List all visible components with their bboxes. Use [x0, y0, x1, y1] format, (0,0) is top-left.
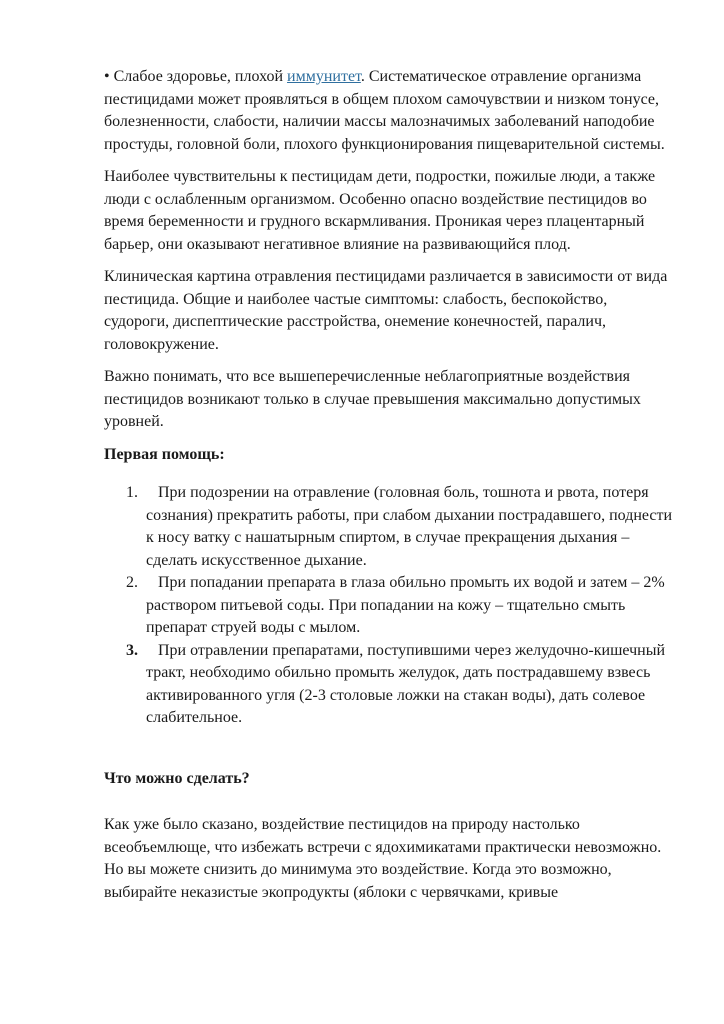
first-aid-item-2 [104, 572, 676, 640]
spacer [104, 740, 676, 768]
paragraph-weak-health-lead: • Слабое здоровье, плохой [104, 68, 288, 85]
first-aid-list [104, 482, 676, 730]
first-aid-item-1-number: 1. [126, 484, 138, 501]
first-aid-item-3-number: 3. [126, 641, 138, 659]
paragraph-sensitive-groups: Наиболее чувствительны к пестицидам дети, подростки, пожилые люди, а также люди с ослабленным организмом. Особенно опасно воздействие пестицидов во время беременности и грудного вскармливания. Проникая через плацентарный барьер, они оказывают негативное влияние на развивающийся плод. [104, 168, 656, 253]
paragraph-weak-health-rest: . Систематическое отравление организма пестицидами может проявляться в общем плохом самочувствии и низком тонусе, болезненности, слабости, наличии массы малозначимых заболеваний наподобие простуды, головной боли, плохого функционирования пищеварительной системы. [104, 68, 665, 153]
document-page [104, 66, 676, 914]
first-aid-heading: Первая помощь: [104, 445, 225, 463]
immunity-link[interactable]: иммунитет [287, 68, 361, 85]
first-aid-item-3-text: При отравлении препаратами, поступившими через желудочно-кишечный тракт, необходимо обильно промыть желудок, дать пострадавшему взвесь активированного угля (2-3 столовые ложки на стакан воды), дать солевое слабительное. [146, 641, 666, 726]
first-aid-item-2-text: При попадании препарата в глаза обильно промыть их водой и затем – 2% раствором питьевой соды. При попадании на кожу – тщательно смыть препарат струей воды с мылом. [146, 574, 665, 636]
what-to-do-heading: Что можно сделать? [104, 769, 250, 787]
first-aid-item-2-number: 2. [126, 574, 138, 591]
first-aid-item-3 [104, 640, 676, 730]
paragraph-weak-health [104, 66, 676, 156]
first-aid-item-1-text: При подозрении на отравление (головная боль, тошнота и рвота, потеря сознания) прекратить работы, при слабом дыхании пострадавшего, поднести к носу ватку с нашатырным спиртом, в случае прекращения дыхания – сделать искусственное дыхание. [146, 484, 673, 569]
paragraph-permissible-levels: Важно понимать, что все вышеперечисленные неблагоприятные воздействия пестицидов возникают только в случае превышения максимально допустимых уровней. [104, 368, 641, 430]
paragraph-what-to-do: Как уже было сказано, воздействие пестицидов на природу настолько всеобъемлюще, что избежать встречи с ядохимикатами практически невозможно. Но вы можете снизить до минимума это воздействие. Когда это возможно, выбирайте неказистые экопродукты (яблоки с червячками, кривые [104, 816, 662, 901]
first-aid-item-1 [104, 482, 676, 572]
paragraph-clinical-picture: Клиническая картина отравления пестицидами различается в зависимости от вида пестицида. Общие и наиболее частые симптомы: слабость, беспокойство, судороги, диспептические расстройства, онемение конечностей, паралич, головокружение. [104, 268, 668, 353]
